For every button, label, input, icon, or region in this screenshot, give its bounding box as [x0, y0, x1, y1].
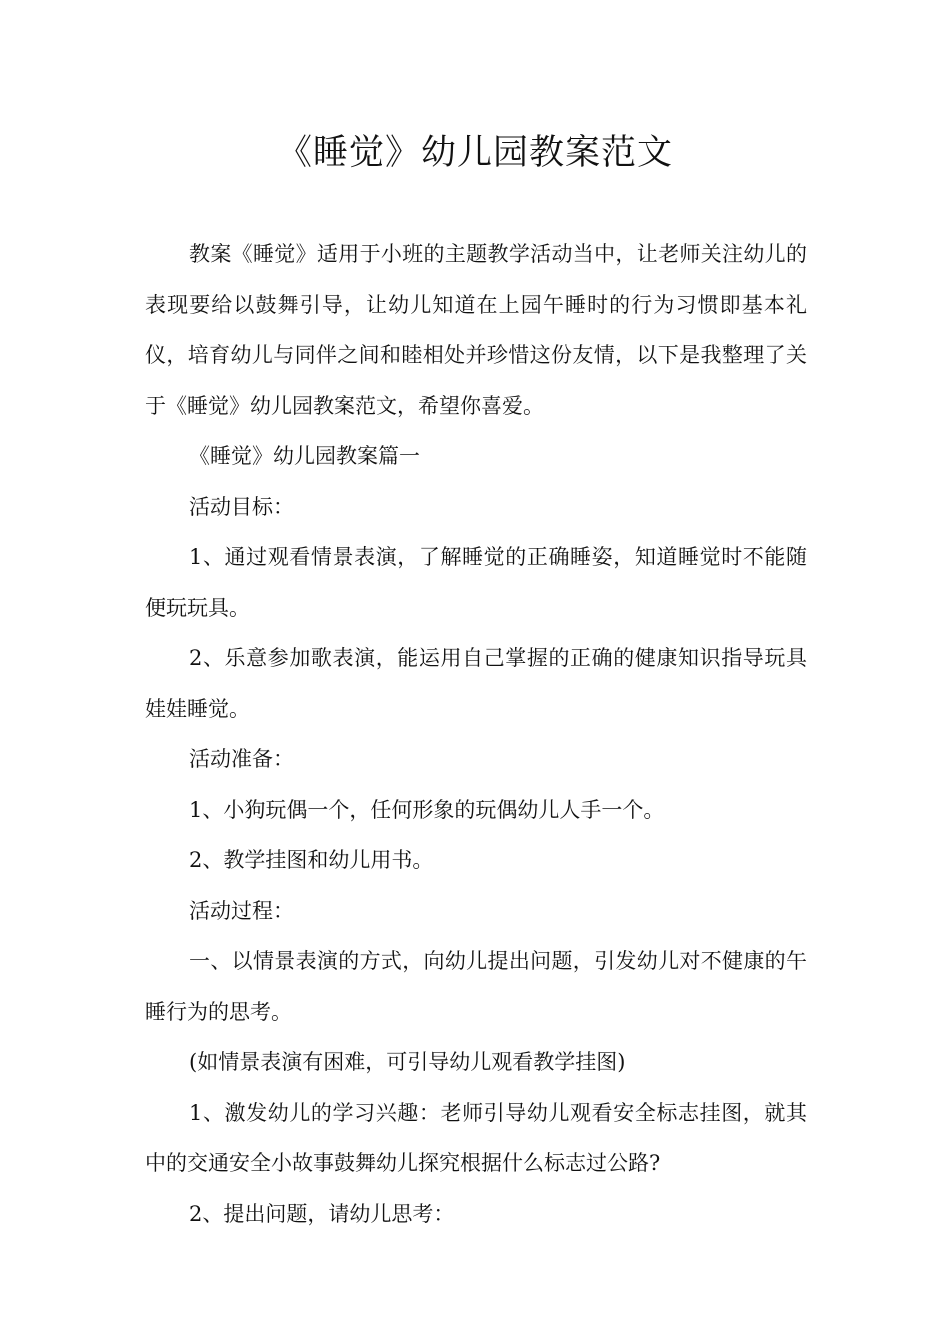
goal-item: 1、通过观看情景表演，了解睡觉的正确睡姿，知道睡觉时不能随便玩玩具。	[145, 545, 807, 620]
intro-paragraph: 教案《睡觉》适用于小班的主题教学活动当中，让老师关注幼儿的表现要给以鼓舞引导，让幼儿知道在上园午睡时的行为习惯即基本礼仪，培育幼儿与同伴之间和睦相处并珍惜这份友情，以下是我整理了关于《睡觉》幼儿园教案范文，希望你喜爱。	[145, 242, 807, 418]
document-title: 《睡觉》幼儿园教案范文	[276, 133, 673, 173]
activity-preparation-heading: 活动准备：	[189, 747, 294, 771]
process-step: 2、提出问题，请幼儿思考：	[189, 1201, 455, 1226]
preparation-item: 2、教学挂图和幼儿用书。	[189, 848, 434, 872]
process-step: 1、激发幼儿的学习兴趣：老师引导幼儿观看安全标志挂图，就其中的交通安全小故事鼓舞幼儿探究根据什么标志过公路?	[145, 1100, 807, 1175]
process-note: (如情景表演有困难，可引导幼儿观看教学挂图)	[189, 1050, 626, 1074]
section-heading: 《睡觉》幼儿园教案篇一	[189, 444, 420, 468]
activity-process-heading: 活动过程：	[189, 898, 294, 923]
process-step: 一、以情景表演的方式，向幼儿提出问题，引发幼儿对不健康的午睡行为的思考。	[145, 949, 807, 1024]
document-body	[145, 229, 807, 1239]
activity-goals-heading: 活动目标：	[189, 494, 294, 519]
preparation-item: 1、小狗玩偶一个，任何形象的玩偶幼儿人手一个。	[189, 797, 665, 822]
goal-item: 2、乐意参加歌表演，能运用自己掌握的正确的健康知识指导玩具娃娃睡觉。	[145, 646, 807, 721]
